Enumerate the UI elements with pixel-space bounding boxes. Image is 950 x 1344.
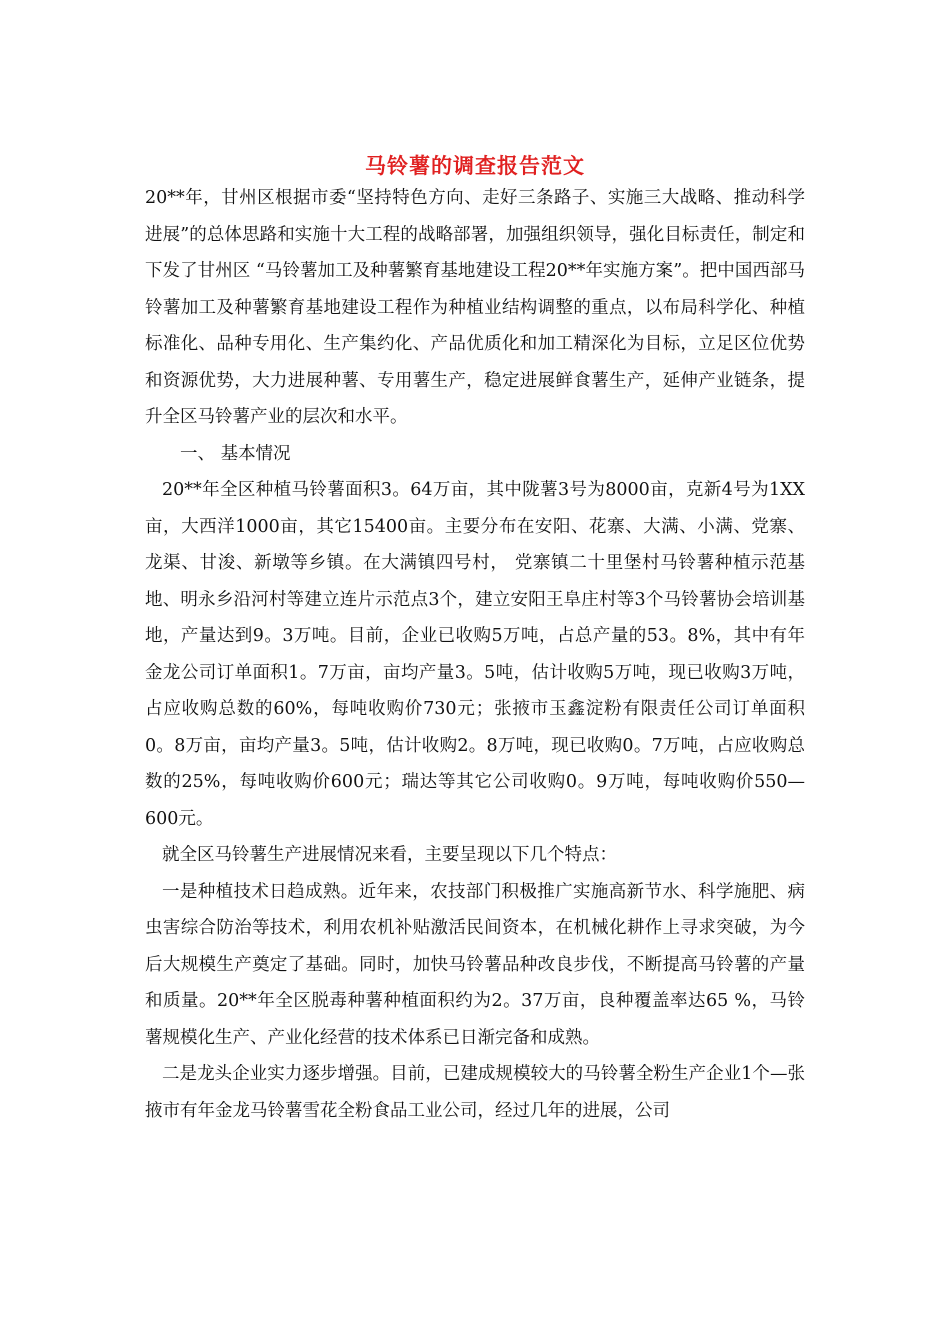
paragraph-basic-situation: 20**年全区种植马铃薯面积3。64万亩，其中陇薯3号为8000亩，克新4号为1XX亩，大西洋1000亩，其它15400亩。主要分布在安阳、花寨、大满、小满、党寨、龙渠、甘浚、新墩等乡镇。在大满镇四号村， 党寨镇二十里堡村马铃薯种植示范基地、明永乡沿河村等建立连片示范点3个，建立安阳王阜庄村等3个马铃薯协会培训基地，产量达到9。3万吨。目前，企业已收购5万吨，占总产量的53。8%，其中有年金龙公司订单面积1。7万亩，亩均产量3。5吨，估计收购5万吨，现已收购3万吨，占应收购总数的60%，每吨收购价730元；张掖市玉鑫淀粉有限责任公司订单面积0。8万亩，亩均产量3。5吨，估计收购2。8万吨，现已收购0。7万吨，占应收购总数的25%，每吨收购价600元；瑞达等其它公司收购0。9万吨，每吨收购价550—600元。: [145, 480, 805, 829]
paragraph-feature-1: 一是种植技术日趋成熟。近年来，农技部门积极推广实施高新节水、科学施肥、病虫害综合防治等技术，利用农机补贴激活民间资本，在机械化耕作上寻求突破，为今后大规模生产奠定了基础。同时，加快马铃薯品种改良步伐，不断提高马铃薯的产量和质量。20**年全区脱毒种薯种植面积约为2。37万亩，良种覆盖率达65 %，马铃薯规模化生产、产业化经营的技术体系已日渐完备和成熟。: [145, 881, 805, 1048]
paragraph-feature-2: 二是龙头企业实力逐步增强。目前，已建成规模较大的马铃薯全粉生产企业1个—张掖市有年金龙马铃薯雪花全粉食品工业公司，经过几年的进展，公司: [145, 1064, 805, 1121]
paragraph-features-intro: 就全区马铃薯生产进展情况来看，主要呈现以下几个特点：: [162, 845, 617, 865]
document-title: 马铃薯的调查报告范文: [365, 153, 585, 178]
paragraph-intro: 20**年，甘州区根据市委“坚持特色方向、走好三条路子、实施三大战略、推动科学进展”的总体思路和实施十大工程的战略部署，加强组织领导，强化目标责任，制定和下发了甘州区 “马铃薯加工及种薯繁育基地建设工程20**年实施方案”。把中国西部马铃薯加工及种薯繁育基地建设工程作为种植业结构调整的重点，以布局科学化、种植标准化、品种专用化、生产集约化、产品优质化和加工精深化为目标，立足区位优势和资源优势，大力进展种薯、专用薯生产，稳定进展鲜食薯生产，延伸产业链条，提升全区马铃薯产业的层次和水平。: [145, 188, 805, 427]
document-body: [145, 180, 805, 1129]
section-heading-basic-situation: 一、 基本情况: [180, 443, 291, 464]
